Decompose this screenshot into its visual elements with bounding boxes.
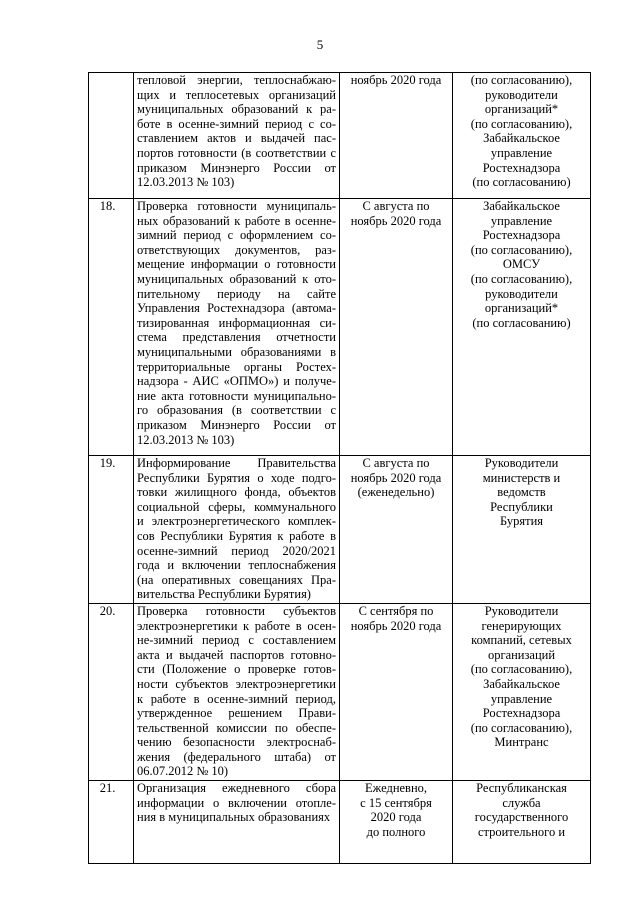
responsible-line: Ростехнадзора (482, 160, 561, 175)
measure-description (134, 199, 340, 456)
description-line: пительному периоду на сайте (137, 286, 336, 301)
responsible-line: (по согласованию) (472, 315, 571, 330)
description-line: ставлением актов и выдачей пас- (137, 131, 336, 146)
term-line: 2020 года (370, 810, 422, 825)
description-line: тельственной комиссии по обеспе- (137, 720, 336, 735)
measure-term (340, 199, 453, 456)
page-number: 5 (316, 37, 324, 52)
term-line: до полного (366, 824, 426, 839)
measure-responsible (453, 603, 591, 780)
table-row (89, 199, 591, 456)
description-line: ния в муниципальных образованиях (137, 810, 331, 825)
description-line: вительства Республики Бурятия) (137, 587, 311, 602)
description-line: 06.07.2012 № 10) (137, 764, 229, 779)
table-row (89, 73, 591, 199)
description-line: сов Республики Бурятия к работе в (137, 528, 336, 543)
term-line: (еженедельно) (357, 485, 435, 500)
responsible-line: организаций (487, 647, 556, 662)
responsible-line: служба (502, 795, 541, 810)
responsible-line: Забайкальское (483, 199, 560, 213)
measure-term (340, 73, 453, 199)
description-line: Организация ежедневного сбора (137, 781, 336, 796)
description-line: щих и теплосетевых организаций (137, 87, 336, 102)
responsible-line: (по согласованию), (470, 242, 573, 257)
responsible-line: Республики (490, 499, 553, 514)
description-line: надзора - АИС «ОПМО») и получе- (137, 374, 336, 389)
responsible-line: министерств и (482, 470, 561, 485)
responsible-line: (по согласованию), (470, 73, 573, 87)
responsible-line: управление (490, 213, 553, 228)
measures-table (88, 72, 591, 864)
responsible-line: строительного и (477, 824, 566, 839)
description-line: муниципальных образований к ото- (137, 271, 336, 286)
responsible-line: ведомств (497, 485, 546, 500)
term-line: Ежедневно, (364, 781, 428, 796)
description-line: стема представления отчетности (137, 330, 336, 345)
description-line: ности субъектов электроэнергетики (137, 676, 336, 691)
table-row (89, 781, 591, 864)
responsible-line: Руководители (484, 456, 559, 470)
responsible-line: Забайкальское (483, 131, 560, 146)
responsible-line: руководители (485, 87, 558, 102)
row-number: 18. (89, 199, 134, 456)
responsible-line: Бурятия (499, 514, 544, 529)
measure-term (340, 456, 453, 604)
term-line: с 15 сентября (360, 795, 432, 810)
responsible-line: Ростехнадзора (482, 228, 561, 243)
measure-responsible (453, 781, 591, 864)
responsible-line: управление (490, 691, 553, 706)
term-line: ноябрь 2020 года (350, 213, 442, 228)
description-line: акта и выдачей паспортов готовно- (137, 647, 336, 662)
responsible-line: (по согласованию), (470, 271, 573, 286)
description-line: 12.03.2013 № 103) (137, 432, 235, 447)
row-number: 20. (89, 603, 134, 780)
description-line: Республики Бурятия о ходе подго- (137, 470, 336, 485)
description-line: к работе в осенне-зимний период, (137, 691, 336, 706)
description-line: электроэнергетики к работе в осен- (137, 618, 336, 633)
description-line: сти (Положение о проверке готов- (137, 662, 336, 677)
responsible-line: Республиканская (476, 781, 567, 796)
description-line: не-зимний период с составлением (137, 633, 336, 648)
measure-responsible (453, 199, 591, 456)
description-line: жения (федерального штаба) от (137, 749, 336, 764)
responsible-line: организаций* (484, 301, 559, 316)
responsible-line: (по согласованию), (470, 720, 573, 735)
description-line: мещение информации о готовности (137, 257, 336, 272)
description-line: осенне-зимний период 2020/2021 (137, 543, 336, 558)
description-line: социальной сферы, коммунального (137, 499, 336, 514)
row-number (89, 73, 134, 199)
measure-responsible (453, 456, 591, 604)
term-line: С августа по (362, 199, 430, 213)
description-line: (на оперативных совещаниях Пра- (137, 572, 336, 587)
responsible-line: (по согласованию) (472, 175, 571, 190)
responsible-line: ОМСУ (502, 257, 541, 272)
row-number: 19. (89, 456, 134, 604)
term-line: С сентября по (358, 603, 434, 618)
table-row (89, 603, 591, 780)
description-line: го образования (в соответствии с (137, 403, 336, 418)
description-line: информации о включении отопле- (137, 795, 336, 810)
description-line: товки жилищного фонда, объектов (137, 485, 336, 500)
responsible-line: организаций* (484, 102, 559, 117)
responsible-line: компаний, сетевых (471, 633, 572, 648)
description-line: года и включении теплоснабжения (137, 558, 336, 573)
responsible-line: Минтранс (494, 735, 549, 750)
description-line: боте в осенне-зимний период с со- (137, 116, 336, 131)
term-line: С августа по (362, 456, 430, 470)
responsible-line: Ростехнадзора (482, 706, 561, 721)
measure-term (340, 781, 453, 864)
table-row (89, 456, 591, 604)
description-line: территориальные органы Ростех- (137, 359, 336, 374)
responsible-line: (по согласованию), (470, 662, 573, 677)
measure-description (134, 73, 340, 199)
measure-description (134, 781, 340, 864)
description-line: тизированная информационная си- (137, 315, 336, 330)
table-body (89, 73, 591, 864)
description-line: приказом Минэнерго России от (137, 417, 336, 432)
description-line: зимний период с оформлением со- (137, 228, 336, 243)
description-line: муниципальными образованиями в (137, 344, 336, 359)
description-line: чению безопасности электроснаб- (137, 735, 336, 750)
description-line: и электроэнергетического комплек- (137, 514, 336, 529)
term-line: ноябрь 2020 года (350, 470, 442, 485)
description-line: ние акта готовности муниципально- (137, 388, 336, 403)
responsible-line: генерирующих (481, 618, 562, 633)
term-line: ноябрь 2020 года (350, 73, 442, 87)
description-line: ных образований к работе в осенне- (137, 213, 336, 228)
description-line: утвержденное решением Прави- (137, 706, 336, 721)
measure-description (134, 456, 340, 604)
responsible-line: (по согласованию), (470, 116, 573, 131)
description-line: приказом Минэнерго России от (137, 160, 336, 175)
description-line: Проверка готовности муниципаль- (137, 199, 336, 213)
responsible-line: руководители (485, 286, 558, 301)
term-line: ноябрь 2020 года (350, 618, 442, 633)
description-line: 12.03.2013 № 103) (137, 175, 235, 190)
description-line: Управления Ростехнадзора (автома- (137, 301, 336, 316)
responsible-line: Забайкальское (483, 676, 560, 691)
description-line: портов готовности (в соответствии с (137, 145, 336, 160)
description-line: Информирование Правительства (137, 456, 336, 470)
description-line: ответствующих документов, раз- (137, 242, 336, 257)
description-line: тепловой энергии, теплоснабжаю- (137, 73, 336, 87)
measure-term (340, 603, 453, 780)
responsible-line: Руководители (484, 603, 559, 618)
measure-responsible (453, 73, 591, 199)
responsible-line: государственного (474, 810, 569, 825)
description-line: Проверка готовности субъектов (137, 603, 336, 618)
description-line: муниципальных образований к ра- (137, 102, 336, 117)
measure-description (134, 603, 340, 780)
responsible-line: управление (490, 145, 553, 160)
row-number: 21. (89, 781, 134, 864)
